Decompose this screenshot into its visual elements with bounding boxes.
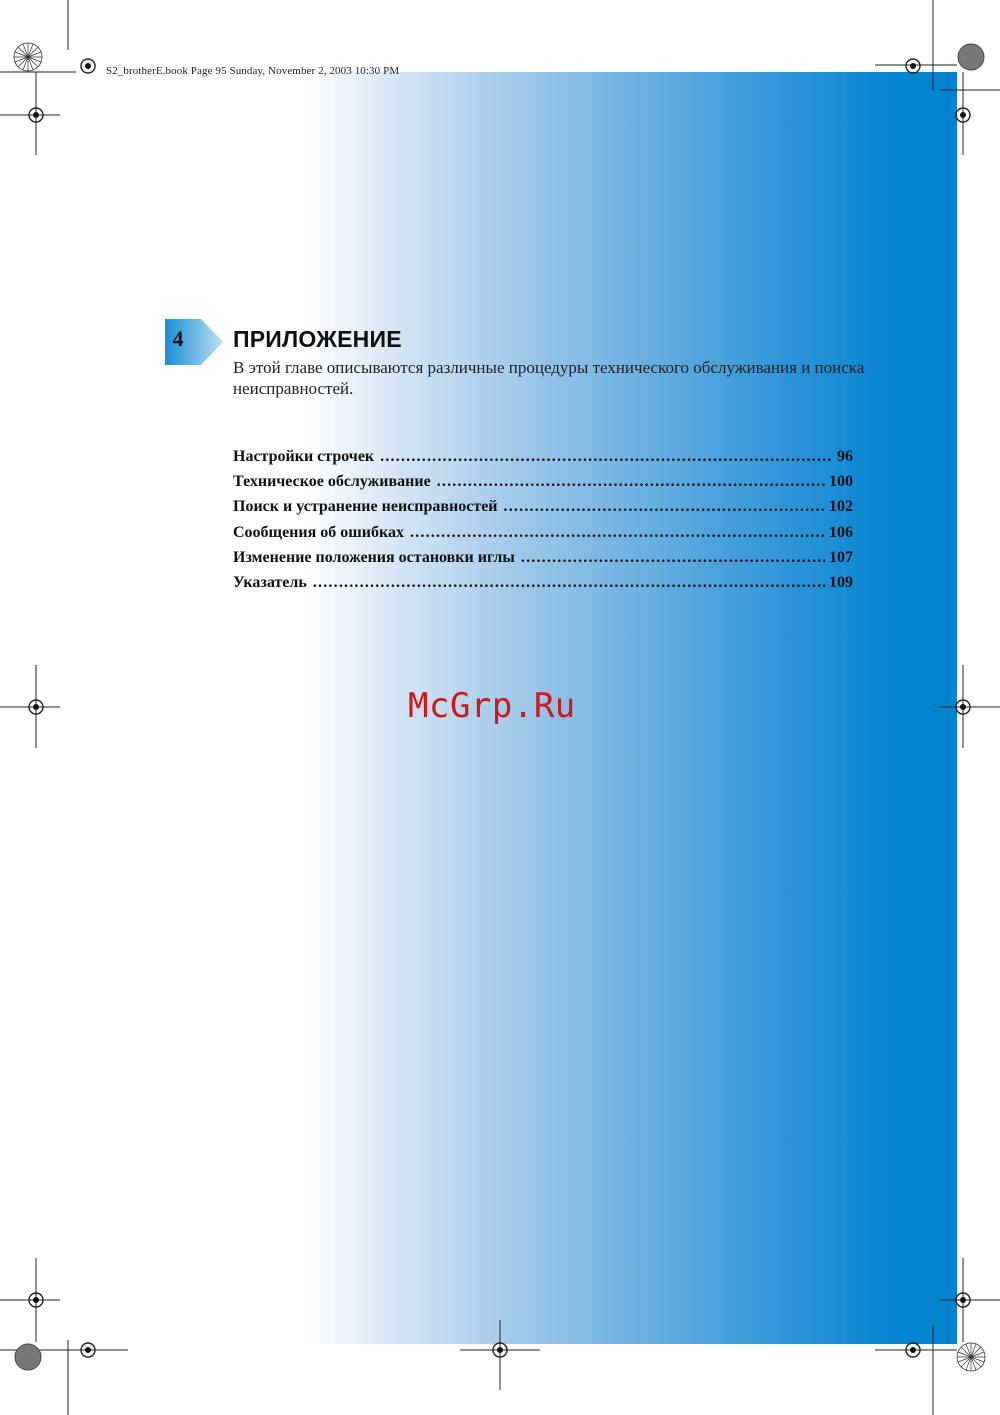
toc-leader	[504, 498, 825, 516]
toc-entry-page: 106	[829, 523, 853, 541]
chapter-intro: В этой главе описываются различные процедуры технического обслуживания и поиска неисправностей.	[233, 358, 865, 398]
toc-leader	[410, 524, 825, 542]
toc-entry[interactable]	[233, 498, 853, 523]
toc-entry-page: 107	[829, 548, 853, 566]
chapter-title: ПРИЛОЖЕНИЕ	[233, 326, 402, 352]
toc-entry-label: Поиск и устранение неисправностей	[233, 498, 498, 516]
toc-entry[interactable]	[233, 524, 853, 549]
toc-leader	[313, 574, 825, 592]
toc-leader	[437, 473, 825, 491]
toc-entry[interactable]	[233, 574, 853, 599]
print-header: S2_brotherE.book Page 95 Sunday, November 2, 2003 10:30 PM	[106, 65, 400, 77]
table-of-contents	[233, 448, 853, 599]
toc-entry-label: Изменение положения остановки иглы	[233, 548, 515, 566]
toc-leader	[521, 549, 825, 567]
toc-entry-page: 102	[829, 498, 853, 516]
toc-entry[interactable]	[233, 549, 853, 574]
chapter-number: 4	[172, 326, 184, 351]
toc-entry-page: 100	[829, 473, 853, 491]
watermark-text: McGrp.Ru	[408, 686, 576, 726]
toc-entry-label: Указатель	[233, 573, 307, 591]
toc-entry-page: 109	[829, 573, 853, 591]
toc-leader	[380, 448, 833, 466]
toc-entry[interactable]	[233, 473, 853, 498]
toc-entry[interactable]	[233, 448, 853, 473]
toc-entry-label: Техническое обслуживание	[233, 473, 431, 491]
toc-entry-label: Сообщения об ошибках	[233, 523, 404, 541]
toc-entry-page: 96	[837, 448, 853, 465]
toc-entry-label: Настройки строчек	[233, 448, 375, 465]
